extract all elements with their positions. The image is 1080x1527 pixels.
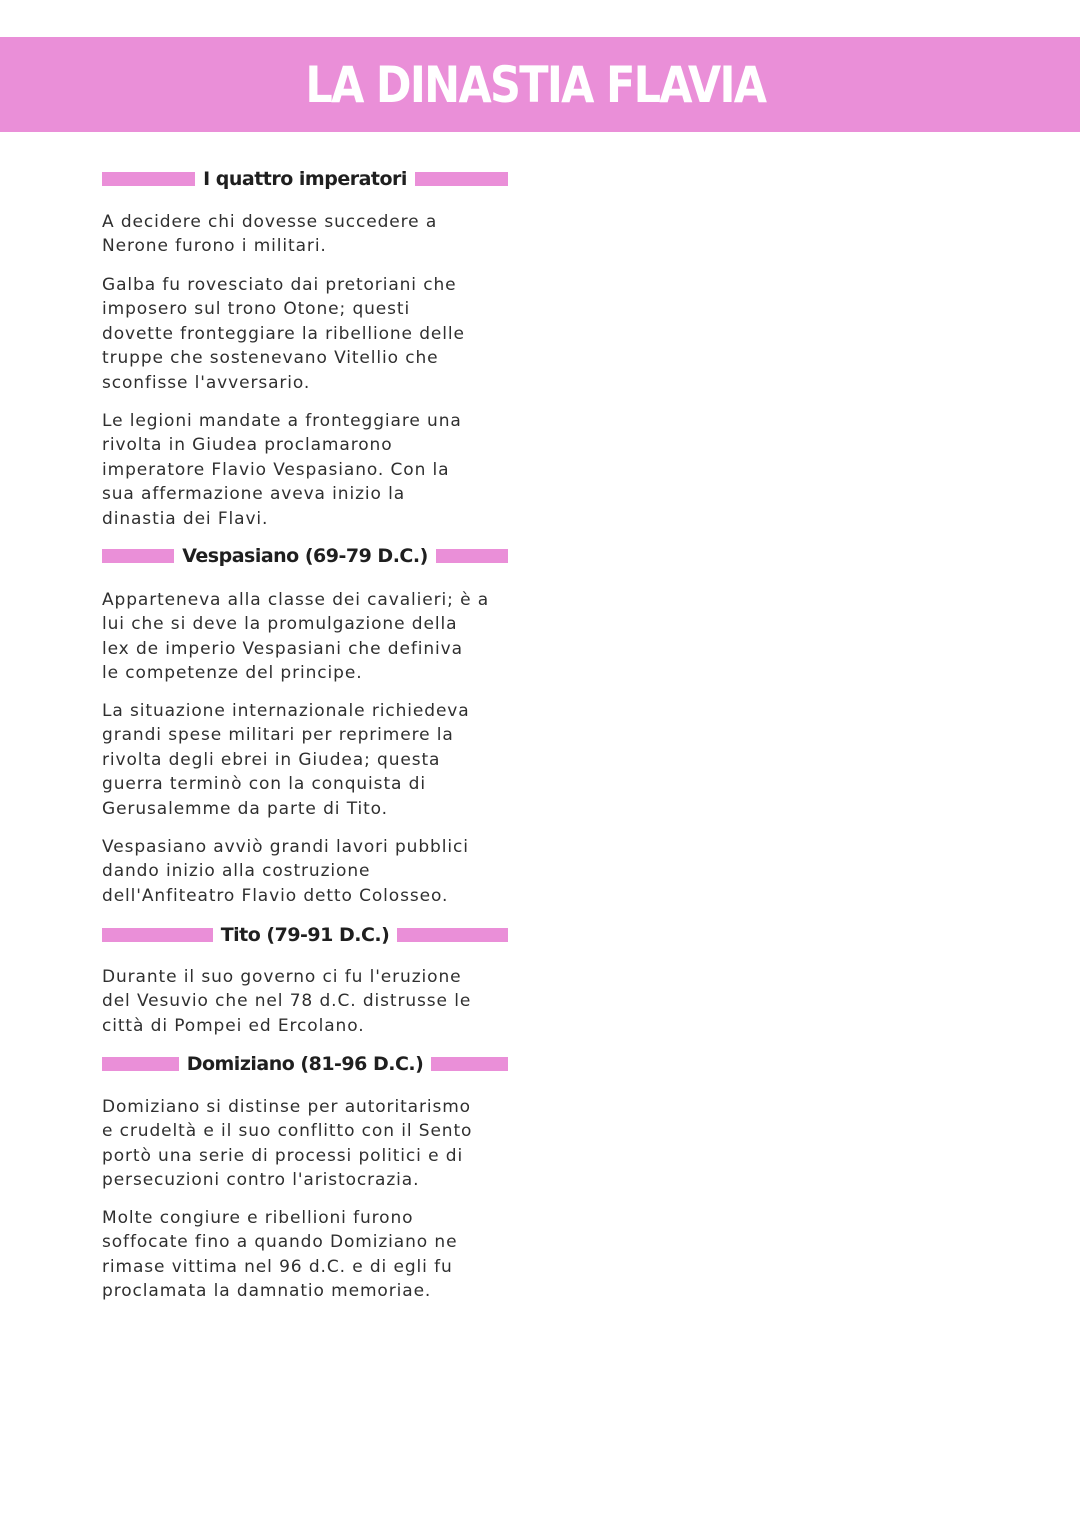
section-heading-vespasiano [102, 541, 508, 571]
page-title: LA DINASTIA FLAVIA [305, 55, 765, 114]
section-heading-quattro-imperatori [102, 164, 508, 194]
heading-bar-left [102, 172, 195, 186]
heading-bar-right [397, 928, 508, 942]
paragraph: Molte congiure e ribellioni furono soffocate fino a quando Domiziano ne rimase vittima nel 96 d.C. e di egli fu proclamata la damnatio memoriae. [102, 1208, 458, 1302]
paragraph: A decidere chi dovesse succedere a Nerone furono i militari. [102, 212, 438, 257]
heading-bar-left [102, 549, 174, 563]
paragraph: Durante il suo governo ci fu l'eruzione del Vesuvio che nel 78 d.C. distrusse le città di Pompei ed Ercolano. [102, 967, 472, 1036]
paragraph: La situazione internazionale richiedeva grandi spese militari per reprimere la rivolta degli ebrei in Giudea; questa guerra terminò con la conquista di Gerusalemme da parte di Tito. [102, 701, 470, 819]
paragraph: Domiziano si distinse per autoritarismo e crudeltà e il suo conflitto con il Sento portò una serie di processi politici e di persecuzioni contro l'aristocrazia. [102, 1097, 473, 1191]
section-heading-text: Domiziano (81-96 D.C.) [186, 1053, 424, 1075]
heading-bar-left [102, 928, 213, 942]
section-heading-text: I quattro imperatori [203, 168, 407, 190]
section-heading-text: Tito (79-91 D.C.) [220, 924, 390, 946]
title-banner [0, 37, 1080, 132]
section-heading-text: Vespasiano (69-79 D.C.) [182, 545, 428, 567]
heading-bar-left [102, 1057, 179, 1071]
paragraph: Apparteneva alla classe dei cavalieri; è a lui che si deve la promulgazione della lex de imperio Vespasiani che definiva le competenze del principe. [102, 590, 490, 684]
paragraph: Le legioni mandate a fronteggiare una rivolta in Giudea proclamarono imperatore Flavio Vespasiano. Con la sua affermazione aveva inizio la dinastia dei Flavi. [102, 411, 462, 529]
heading-bar-right [415, 172, 508, 186]
paragraph: Vespasiano avviò grandi lavori pubblici dando inizio alla costruzione dell'Anfiteatro Flavio detto Colosseo. [102, 837, 469, 906]
paragraph: Galba fu rovesciato dai pretoriani che imposero sul trono Otone; questi dovette fronteggiare la ribellione delle truppe che sostenevano Vitellio che sconfisse l'avversario. [102, 275, 465, 393]
heading-bar-right [436, 549, 508, 563]
section-heading-domiziano [102, 1049, 508, 1079]
section-heading-tito [102, 920, 508, 950]
heading-bar-right [431, 1057, 508, 1071]
